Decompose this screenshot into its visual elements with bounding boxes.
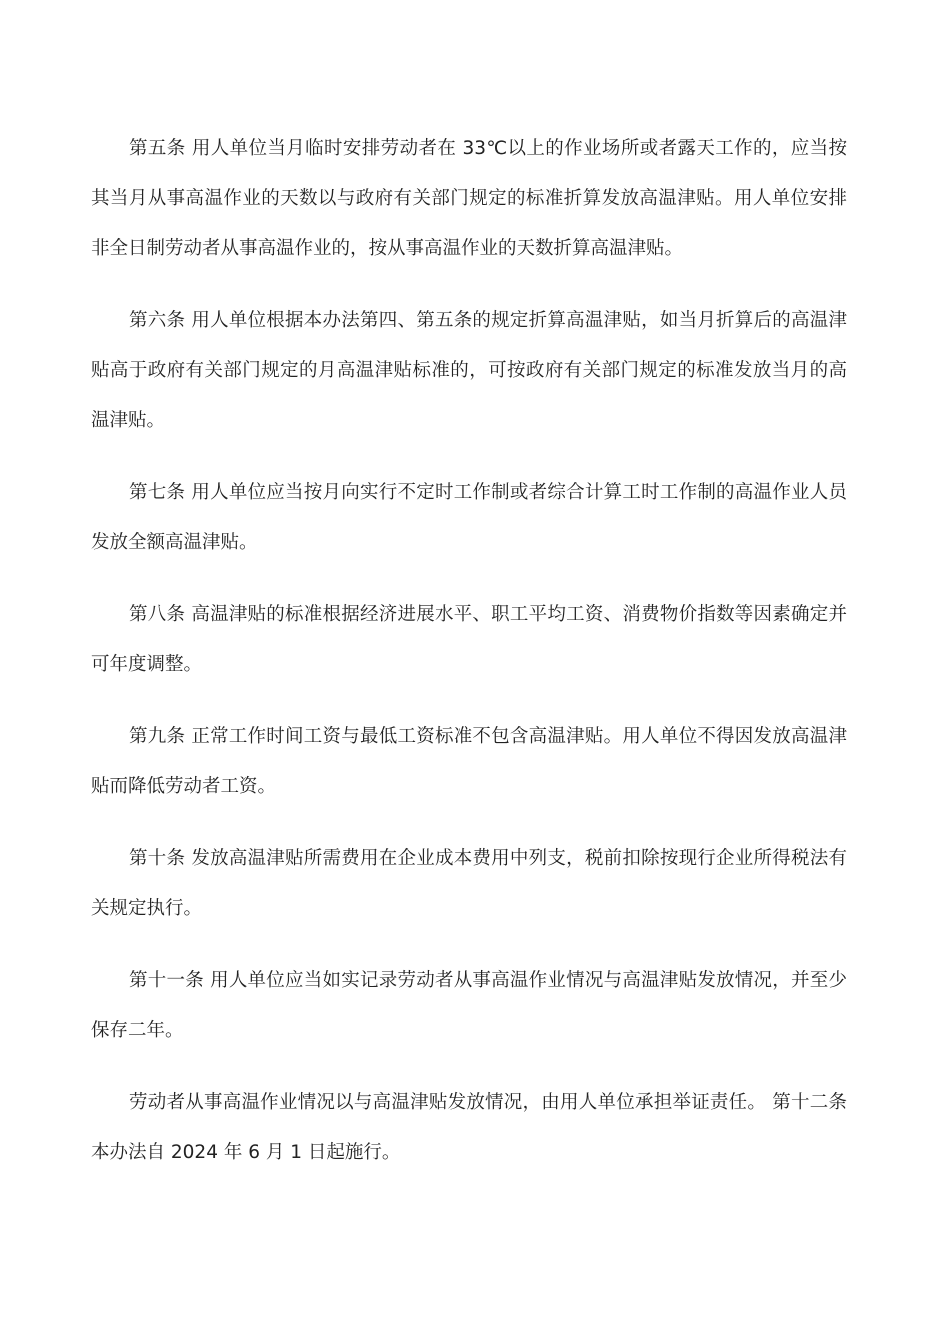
paragraph-article-5: 第五条 用人单位当月临时安排劳动者在 33℃以上的作业场所或者露天工作的，应当按其当月从事高温作业的天数以与政府有关部门规定的标准折算发放高温津贴。用人单位安排非全日制劳动者从事高温作业的，按从事高温作业的天数折算高温津贴。: [91, 138, 847, 259]
paragraph-article-9: 第九条 正常工作时间工资与最低工资标准不包含高温津贴。用人单位不得因发放高温津贴而降低劳动者工资。: [91, 726, 847, 797]
paragraph-burden-of-proof-and-article-12: 劳动者从事高温作业情况以与高温津贴发放情况，由用人单位承担举证责任。 第十二条 本办法自 2024 年 6 月 1 日起施行。: [91, 1092, 847, 1163]
paragraph-article-7: 第七条 用人单位应当按月向实行不定时工作制或者综合计算工时工作制的高温作业人员发放全额高温津贴。: [91, 482, 847, 553]
paragraph-article-8: 第八条 高温津贴的标准根据经济进展水平、职工平均工资、消费物价指数等因素确定并可年度调整。: [91, 604, 847, 675]
paragraph-article-6: 第六条 用人单位根据本办法第四、第五条的规定折算高温津贴，如当月折算后的高温津贴高于政府有关部门规定的月高温津贴标准的，可按政府有关部门规定的标准发放当月的高温津贴。: [91, 310, 847, 431]
paragraph-article-10: 第十条 发放高温津贴所需费用在企业成本费用中列支，税前扣除按现行企业所得税法有关规定执行。: [91, 848, 847, 919]
paragraph-article-11: 第十一条 用人单位应当如实记录劳动者从事高温作业情况与高温津贴发放情况，并至少保存二年。: [91, 970, 847, 1041]
document-body: [91, 124, 847, 1178]
